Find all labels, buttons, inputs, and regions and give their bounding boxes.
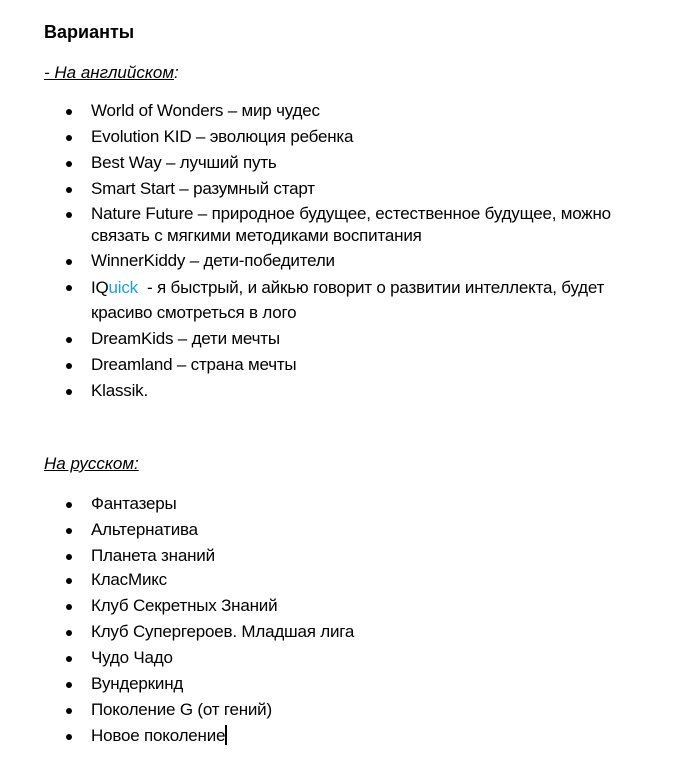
list-item (0, 249, 651, 273)
list-item (0, 353, 651, 377)
bullet-icon (66, 135, 72, 141)
list-item-text: Альтернатива (91, 520, 198, 539)
list-item (0, 646, 651, 670)
list-item-text: Klassik. (91, 381, 148, 400)
list-item (0, 698, 651, 722)
bullet-icon (66, 337, 72, 343)
list-item-text: World of Wonders – мир чудес (91, 101, 320, 120)
bullet-icon (66, 604, 72, 610)
list-item (0, 203, 651, 247)
bullet-icon (66, 528, 72, 534)
bullet-icon (66, 161, 72, 167)
list-item (0, 672, 651, 696)
list-item (0, 379, 651, 403)
english-heading-colon: : (173, 63, 179, 82)
bullet-icon (66, 363, 72, 369)
list-item (0, 568, 651, 592)
iquick-accent-text: uick (108, 278, 138, 297)
list-item (0, 275, 651, 325)
list-item (0, 177, 651, 201)
list-item-text: Best Way – лучший путь (91, 153, 277, 172)
bullet-icon (66, 578, 72, 584)
list-item (0, 724, 651, 748)
document-title: Варианты (44, 22, 135, 42)
list-item-text: КласМикс (91, 570, 167, 589)
list-item-text: Планета знаний (91, 546, 215, 565)
list-item-text: Smart Start – разумный старт (91, 179, 315, 198)
list-item-text: Вундеркинд (91, 674, 184, 693)
bullet-icon (66, 259, 72, 265)
bullet-icon (66, 734, 72, 740)
russian-heading-text: На русском: (44, 454, 139, 473)
bullet-icon (66, 212, 72, 218)
list-item (0, 125, 651, 149)
english-names-list (0, 99, 651, 405)
english-heading-text: - На английском (44, 63, 174, 82)
russian-names-list (0, 492, 651, 750)
list-item (0, 492, 651, 516)
list-item-text: Клуб Супергероев. Младшая лига (91, 622, 355, 641)
bullet-icon (66, 502, 72, 508)
bullet-icon (66, 630, 72, 636)
list-item (0, 327, 651, 351)
bullet-icon (66, 109, 72, 115)
list-item-text: Evolution KID – эволюция ребенка (91, 127, 354, 146)
list-item (0, 518, 651, 542)
list-item (0, 544, 651, 568)
list-item-text: Dreamland – страна мечты (91, 355, 297, 374)
english-section-heading (44, 62, 179, 84)
bullet-icon (66, 554, 72, 560)
bullet-icon (66, 187, 72, 193)
list-item (0, 620, 651, 644)
list-item-text: Клуб Секретных Знаний (91, 596, 278, 615)
bullet-icon (66, 389, 72, 395)
list-item-text: Фантазеры (91, 494, 177, 513)
text-cursor (225, 725, 227, 745)
list-item (0, 99, 651, 123)
list-item-text: Nature Future – природное будущее, естественное будущее, можно связать с мягкими методиками воспитания (91, 204, 611, 245)
russian-section-heading (44, 453, 139, 475)
list-item (0, 594, 651, 618)
bullet-icon (66, 682, 72, 688)
list-item (0, 151, 651, 175)
list-item-text: DreamKids – дети мечты (91, 329, 280, 348)
list-item-text: Поколение G (от гений) (91, 700, 272, 719)
bullet-icon (66, 285, 72, 291)
list-item-text: Новое поколение (91, 726, 226, 745)
list-item-text: - я быстрый, и айкью говорит о развитии интеллекта, будет красиво смотреться в лого (91, 278, 609, 322)
iquick-prefix: IQ (91, 278, 109, 297)
bullet-icon (66, 656, 72, 662)
bullet-icon (66, 708, 72, 714)
list-item-text: WinnerKiddy – дети-победители (91, 251, 335, 270)
list-item-text: Чудо Чадо (91, 648, 173, 667)
